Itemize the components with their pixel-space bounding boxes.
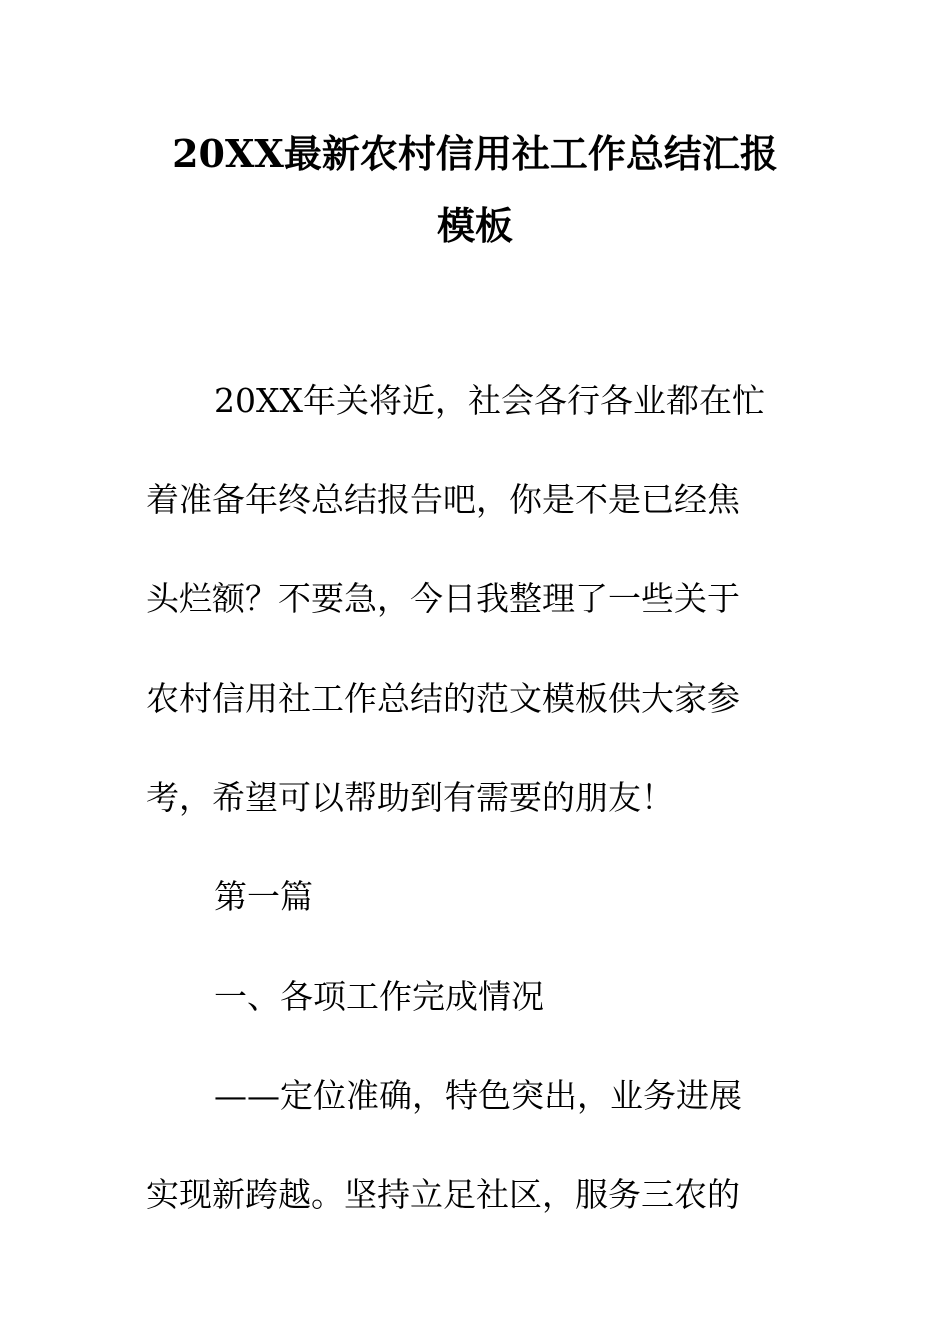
subsection-heading: 一、各项工作完成情况 xyxy=(214,977,544,1016)
paragraph-line: 着准备年终总结报告吧，你是不是已经焦 xyxy=(146,480,740,519)
paragraph-line: 20XX年关将近，社会各行各业都在忙 xyxy=(214,381,765,420)
document-title-line-1: 20XX最新农村信用社工作总结汇报 xyxy=(172,131,778,176)
paragraph-line: 头烂额？不要急，今日我整理了一些关于 xyxy=(146,579,740,618)
paragraph-line: 农村信用社工作总结的范文模板供大家参 xyxy=(146,679,740,718)
section-heading: 第一篇 xyxy=(214,877,313,916)
document-title-line-2: 模板 xyxy=(436,203,513,248)
paragraph-line: ——定位准确，特色突出，业务进展 xyxy=(214,1076,742,1115)
paragraph-line: 实现新跨越。坚持立足社区，服务三农的 xyxy=(146,1175,740,1214)
paragraph-line: 考，希望可以帮助到有需要的朋友！ xyxy=(146,778,674,817)
